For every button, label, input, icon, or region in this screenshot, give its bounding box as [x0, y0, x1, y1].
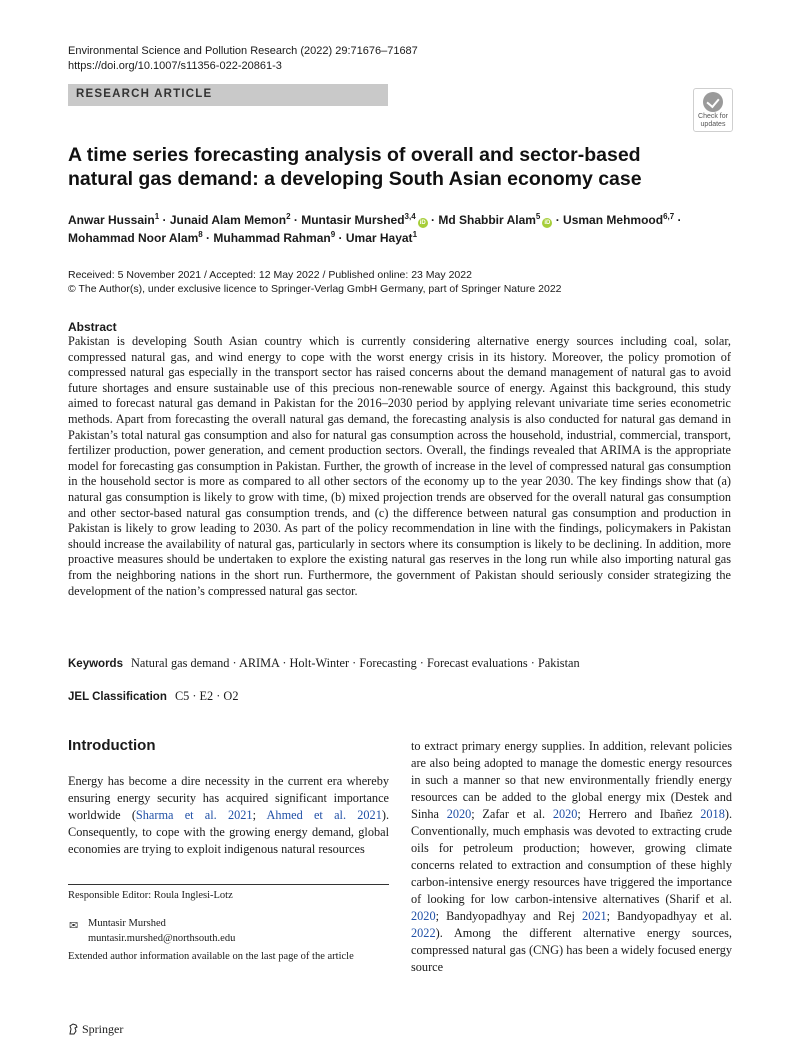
- citation-link[interactable]: Sharma et al. 2021: [135, 808, 253, 822]
- author-name: Usman Mehmood$^{6,7}$: [563, 212, 675, 227]
- author-list: Anwar Hussain$^1$ · Junaid Alam Memon$^2$ · Muntasir Murshed$^{3,4}$iD · Md Shabbir Alam$^5$iD · Usman Mehmood$^{6,7}$ · Mohammad Noor Alam$^8$ · Muhammad Rahman$^9$ · Umar Hayat$^1$: [68, 212, 682, 245]
- author-name: Muntasir Murshed$^{3,4}$iD: [301, 212, 426, 227]
- citation-link[interactable]: 2021: [582, 909, 607, 923]
- author-name: Md Shabbir Alam$^5$iD: [438, 212, 551, 227]
- orcid-icon[interactable]: iD: [544, 220, 551, 226]
- author-name: Mohammad Noor Alam$^8$: [68, 230, 203, 245]
- citation-link[interactable]: 2020: [411, 909, 436, 923]
- citation-link[interactable]: 2020: [552, 807, 578, 821]
- author-name: Umar Hayat$^1$: [345, 230, 418, 245]
- extended-author-info: Extended author information available on the last page of the article: [68, 951, 354, 962]
- citation-link[interactable]: 2018: [700, 807, 725, 821]
- orcid-icon[interactable]: iD: [419, 220, 426, 226]
- article-type-label: RESEARCH ARTICLE: [76, 88, 213, 100]
- abstract-text: Pakistan is developing South Asian country which is currently considering alternative energy sources including coal, solar, compressed natural gas, and wind energy to cope with the worst energy crisis in its history. Moreover, the policy promotion of compressed natural gas especially in the transport sector has raised concerns about the demand management of natural gas to avoid future shortages and ensure sustainable use of this precious non-renewable source of energy. Against this background, this study aimed to forecast natural gas demand in Pakistan for the 2016–2030 period by applying relevant univariate time series econometric methods. Apart from forecasting the overall natural gas demand, the forecasting analysis is also conducted for natural gas demand in Pakistan’s total natural gas consumption and also for natural gas consumption across the household, industrial, commercial, transport, fertilizer production, power generation, and cement production sectors. Overall, the findings revealed that ARIMA is the appropriate model for forecasting gas consumption in Pakistan. Further, the growth of increase in the level of compressed natural gas consumption in the household sector is more as compared to all other sectors of the economy up to the year 2030. The key findings show that (a) natural gas consumption is likely to grow with time, (b) mixed projection trends are observed for the overall natural gas consumption and other sector-based natural gas consumption trends, and (c) the difference between natural gas consumption and production in Pakistan is likely to grow leading to 2030. As part of the policy recommendation in line with the findings, policymakers in Pakistan should increase the availability of natural gas, particularly in sectors where its consumption is likely to be declining. In addition, more proactive measures should be undertaken to explore the existing natural gas reserves in the long run while also importing natural gas from the neighboring nations in the short run. Furthermore, the government of Pakistan should seriously consider strategizing the development of the nation’s compressed natural gas sector.: [68, 334, 731, 598]
- footnote-divider: [68, 884, 389, 885]
- citation-link[interactable]: Ahmed et al. 2021: [266, 808, 382, 822]
- responsible-editor: Responsible Editor: Roula Inglesi-Lotz: [68, 890, 233, 901]
- publication-dates: [68, 268, 562, 296]
- corresponding-author-name: Muntasir Murshed: [88, 918, 166, 929]
- journal-line: Environmental Science and Pollution Research (2022) 29:71676–71687: [68, 45, 418, 57]
- history-dates: Received: 5 November 2021 / Accepted: 12 May 2022 / Published online: 23 May 2022: [68, 269, 472, 281]
- envelope-icon: ✉: [69, 920, 79, 932]
- check-for-updates-button[interactable]: Check for updates: [693, 88, 733, 132]
- keywords-label: Keywords: [68, 658, 123, 670]
- corresponding-author-email[interactable]: muntasir.murshed@northsouth.edu: [88, 932, 236, 944]
- springer-horse-icon: [68, 1023, 79, 1035]
- introduction-right-column: to extract primary energy supplies. In addition, relevant policies are also being adopted to manage the domestic energy resources in such a manner so that new environmentally friendly energy resources can be added to the global energy mix (Destek and Sinha 2020; Zafar et al. 2020; Herrero and Ibañez 2018). Conventionally, much emphasis was devoted to extracting crude oils for petroleum production; however, growing climate concerns related to extraction and consumption of these highly carbon-intensive energy resources have triggered the importance of looking for low carbon-intensive alternatives (Sharif et al. 2020; Bandyopadhyay and Rej 2021; Bandyopadhyay et al. 2022). Among the different alternative energy sources, compressed natural gas (CNG) has been a widely focused energy source: [411, 739, 733, 974]
- corresponding-author: [88, 917, 235, 946]
- abstract-heading: Abstract: [68, 320, 117, 334]
- citation-link[interactable]: 2020: [446, 807, 472, 821]
- introduction-heading: Introduction: [68, 737, 156, 754]
- article-title: A time series forecasting analysis of overall and sector-based natural gas demand: a developing South Asian economy case: [68, 144, 642, 190]
- keywords: [68, 656, 580, 671]
- jel-classification: [68, 689, 238, 704]
- publisher-name: Springer: [82, 1022, 124, 1036]
- check-for-updates-icon: [703, 92, 723, 112]
- author-name: Anwar Hussain$^1$: [68, 212, 160, 227]
- keywords-text: Natural gas demand · ARIMA · Holt-Winter · Forecasting · Forecast evaluations · Pakistan: [131, 656, 580, 670]
- author-name: Muhammad Rahman$^9$: [213, 230, 336, 245]
- publisher-logo: [68, 1020, 123, 1038]
- article-type-badge: [68, 84, 388, 106]
- copyright-line: © The Author(s), under exclusive licence to Springer-Verlag GmbH Germany, part of Springer Nature 2022: [68, 283, 562, 295]
- citation-link[interactable]: 2022: [411, 926, 436, 940]
- jel-codes: C5 · E2 · O2: [174, 689, 239, 703]
- author-name: Junaid Alam Memon$^2$: [169, 212, 291, 227]
- introduction-left-column: Energy has become a dire necessity in the current era whereby ensuring energy security has acquired significant importance worldwide (Sharma et al. 2021; Ahmed et al. 2021). Consequently, to cope with the growing energy demand, global economies are trying to exploit indigenous natural resources: [68, 774, 390, 856]
- journal-citation: [68, 44, 418, 74]
- jel-label: JEL Classification: [68, 691, 167, 703]
- doi-link[interactable]: https://doi.org/10.1007/s11356-022-20861-3: [68, 60, 282, 72]
